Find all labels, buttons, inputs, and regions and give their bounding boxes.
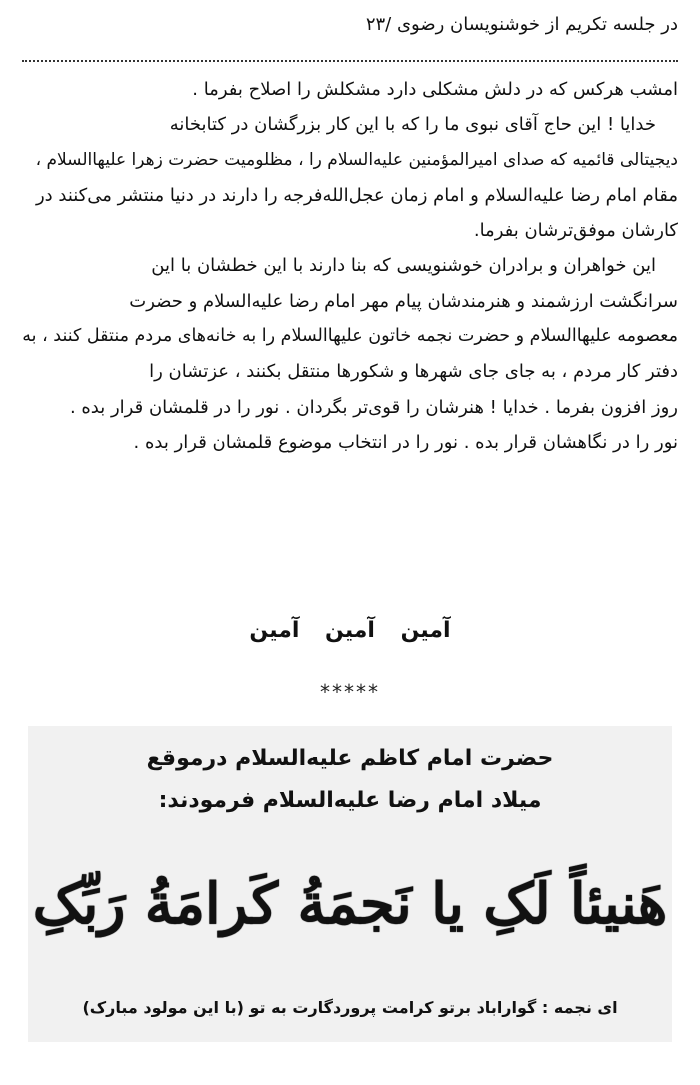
calligraphy-text: هَنیئاً لَکِ یا نَجمَةُ کَرامَةُ رَبِّکِ bbox=[32, 871, 668, 937]
page-header bbox=[22, 8, 678, 54]
body-line: مقام امام رضا عليه‌السلام و امام زمان عجل‌الله‌فرجه را دارند در دنیا منتشر می‌کنند در bbox=[35, 184, 678, 206]
body-line: نور را در نگاهشان قرار بده . نور را در انتخاب موضوع قلمشان قرار بده . bbox=[133, 431, 678, 453]
section-separator: ***** bbox=[320, 680, 380, 704]
amen-line: آمین آمین آمین bbox=[249, 618, 451, 643]
dotted-divider bbox=[22, 60, 678, 62]
body-line: کارشان موفق‌ترشان بفرما. bbox=[473, 220, 678, 242]
calligraphy-quote bbox=[32, 830, 668, 978]
body-line: معصومه عليهاالسلام و حضرت نجمه خاتون عليهاالسلام را به خانه‌های مردم منتقل کنند ، به bbox=[22, 326, 678, 347]
quote-translation: ای نجمه : گواراباد برتو کرامت پروردگارت به تو (با این مولود مبارک) bbox=[82, 998, 618, 1017]
quote-intro-line1: حضرت امام کاظم عليه‌السلام درموقع bbox=[146, 746, 554, 771]
body-line: امشب هرکس که در دلش مشکلی دارد مشکلش را اصلاح بفرما . bbox=[192, 79, 678, 100]
body-line: دیجیتالی قائمیه که صدای امیرالمؤمنین عليه‌السلام را ، مظلومیت حضرت زهرا عليهاالسلام ، bbox=[35, 149, 678, 170]
body-line: خدایا ! این حاج آقای نبوی ما را که با این کار بزرگشان در کتابخانه bbox=[169, 114, 656, 136]
body-line: این خواهران و برادران خوشنویسی که بنا دارند با این خطشان با این bbox=[151, 255, 656, 277]
body-line: دفتر کار مردم ، به جای جای شهرها و شکورها منتقل بکنند ، عزتشان را bbox=[149, 361, 678, 383]
body-line: سرانگشت ارزشمند و هنرمندشان پیام مهر امام رضا عليه‌السلام و حضرت bbox=[129, 290, 678, 312]
quote-intro-line2: میلاد امام رضا عليه‌السلام فرمودند: bbox=[158, 788, 542, 813]
body-text bbox=[22, 72, 678, 460]
quote-box bbox=[28, 726, 672, 1042]
body-line: روز افزون بفرما . خدایا ! هنرشان را قوی‌تر بگردان . نور را در قلمشان قرار بده . bbox=[69, 396, 678, 418]
header-title: در جلسه تکریم از خوشنویسان رضوی /۲۳ bbox=[365, 14, 678, 35]
